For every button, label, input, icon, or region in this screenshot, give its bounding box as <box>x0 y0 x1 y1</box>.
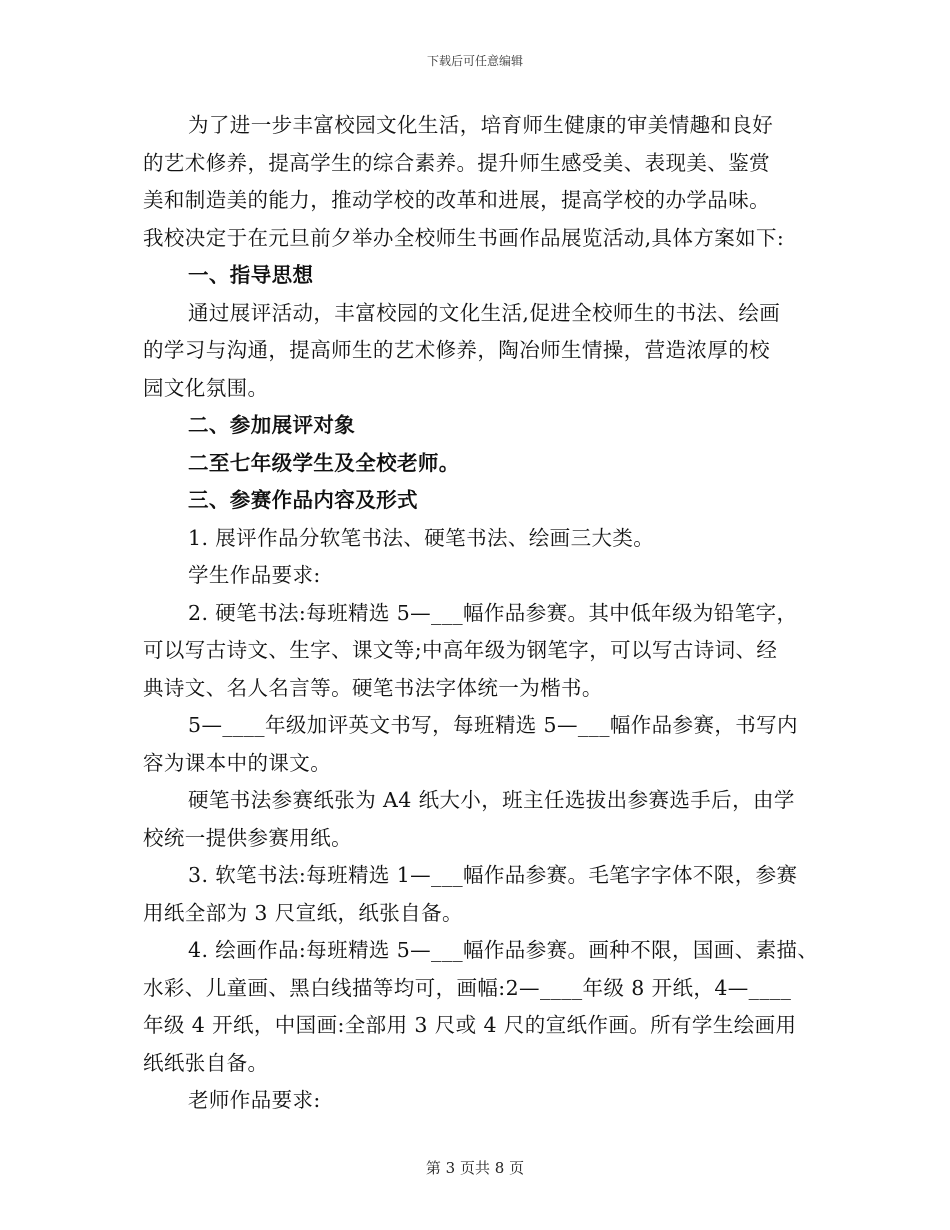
paragraph-line: 容为课本中的课文。 <box>143 750 332 775</box>
list-item: 3. 软笔书法:每班精选 1—___幅作品参赛。毛笔字字体不限，参赛 <box>188 863 798 887</box>
paragraph-line: 二至七年级学生及全校老师。 <box>188 450 460 475</box>
paragraph-line: 水彩、儿童画、黑白线描等均可，画幅:2—____年级 8 开纸，4—____ <box>143 975 792 1000</box>
document-body <box>143 107 828 1120</box>
section-heading: 二、参加展评对象 <box>188 413 356 437</box>
section-heading: 三、参赛作品内容及形式 <box>188 488 418 512</box>
paragraph-line: 纸纸张自备。 <box>143 1050 269 1075</box>
paragraph-line: 典诗文、名人名言等。硬笔书法字体统一为楷书。 <box>143 675 603 700</box>
subheading: 学生作品要求: <box>188 563 321 587</box>
list-item: 4. 绘画作品:每班精选 5—___幅作品参赛。画种不限，国画、素描、 <box>188 938 819 962</box>
paragraph-line: 通过展评活动，丰富校园的文化生活,促进全校师生的书法、绘画 <box>188 300 781 325</box>
paragraph-line: 校统一提供参赛用纸。 <box>143 825 352 850</box>
paragraph-line: 5—____年级加评英文书写，每班精选 5—___幅作品参赛，书写内 <box>188 713 798 737</box>
paragraph-line: 美和制造美的能力，推动学校的改革和进展，提高学校的办学品味。 <box>143 188 770 212</box>
paragraph-line: 园文化氛围。 <box>143 375 269 400</box>
page-header: 下载后可任意编辑 <box>426 54 523 68</box>
paragraph-line: 的艺术修养，提高学生的综合素养。提升师生感受美、表现美、鉴赏 <box>143 150 770 175</box>
paragraph-line: 年级 4 开纸，中国画:全部用 3 尺或 4 尺的宣纸作画。所有学生绘画用 <box>143 1013 797 1037</box>
paragraph-line: 我校决定于在元旦前夕举办全校师生书画作品展览活动,具体方案如下: <box>143 225 785 250</box>
paragraph-line: 为了进一步丰富校园文化生活，培育师生健康的审美情趣和良好 <box>188 113 774 137</box>
list-item: 2. 硬笔书法:每班精选 5—___幅作品参赛。其中低年级为铅笔字， <box>188 600 798 625</box>
list-item: 1. 展评作品分软笔书法、硬笔书法、绘画三大类。 <box>188 525 655 550</box>
paragraph-line: 硬笔书法参赛纸张为 A4 纸大小，班主任选拔出参赛选手后，由学 <box>188 788 795 812</box>
paragraph-line: 用纸全部为 3 尺宣纸，纸张自备。 <box>143 900 463 925</box>
subheading: 老师作品要求: <box>188 1088 321 1112</box>
paragraph-line: 可以写古诗文、生字、课文等;中高年级为钢笔字，可以写古诗词、经 <box>143 638 778 662</box>
page-footer: 第 3 页共 8 页 <box>425 1159 525 1177</box>
section-heading: 一、指导思想 <box>188 263 314 287</box>
paragraph-line: 的学习与沟通，提高师生的艺术修养，陶冶师生情操，营造浓厚的校 <box>143 338 770 362</box>
